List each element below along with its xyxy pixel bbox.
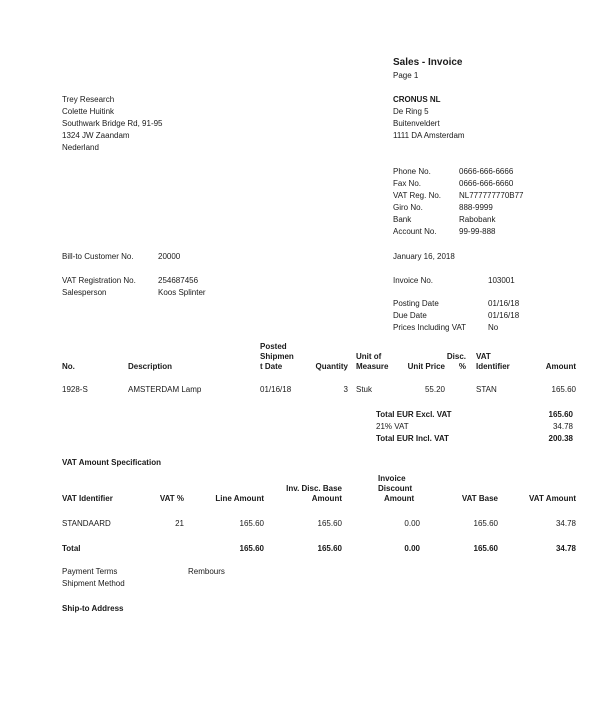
vat-row-line-amount: 165.60 (239, 519, 264, 528)
vat-total-vat-base: 165.60 (473, 544, 498, 553)
vat-col-header-inv-disc: Invoice (378, 474, 406, 483)
payment-terms-value: Rembours (188, 567, 225, 576)
phone-value: 0666-666-6666 (459, 167, 514, 176)
col-header-disc: % (458, 362, 466, 371)
company-address-line: 1111 DA Amsterdam (393, 131, 465, 140)
vat-row-inv-disc-base: 165.60 (317, 519, 342, 528)
fax-value: 0666-666-6660 (459, 179, 514, 188)
vat-total-inv-disc-base: 165.60 (317, 544, 342, 553)
customer-address-line: Colette Huitink (62, 107, 115, 116)
account-value: 99-99-888 (459, 227, 496, 236)
col-header-description: Description (128, 362, 173, 371)
posting-date-value: 01/16/18 (488, 299, 520, 308)
vat-label: 21% VAT (376, 422, 409, 431)
giro-value: 888-9999 (459, 203, 493, 212)
col-header-uom: Unit of (356, 352, 382, 361)
date-labels (393, 298, 466, 334)
bill-to-label: Bill-to Customer No. (62, 252, 134, 261)
invoice-no-value: 103001 (488, 276, 515, 285)
date-values (488, 298, 519, 334)
vat-total-vat-amount: 34.78 (555, 544, 576, 553)
company-address (393, 94, 465, 142)
bank-value: Rabobank (459, 215, 496, 224)
company-info-labels (393, 166, 441, 238)
fax-label: Fax No. (393, 179, 422, 188)
vat-col-header-vat-base: VAT Base (461, 494, 498, 503)
vat-col-header-pct: VAT % (159, 494, 184, 503)
vat-col-header-line-amount: Line Amount (215, 494, 264, 503)
col-header-vat-identifier: VAT (476, 352, 491, 361)
total-incl-vat-value: 200.38 (548, 434, 573, 443)
due-date-label: Due Date (393, 311, 427, 320)
company-address-line: Buitenveldert (393, 119, 440, 128)
vat-total-label: Total (62, 544, 81, 553)
page-number: Page 1 (393, 71, 419, 80)
vat-row-vat-base: 165.60 (473, 519, 498, 528)
salesperson-label: Salesperson (62, 288, 107, 297)
total-excl-vat-label: Total EUR Excl. VAT (376, 410, 452, 419)
vat-col-header-inv-disc: Amount (384, 494, 415, 503)
prices-incl-vat-label: Prices Including VAT (393, 323, 467, 332)
line-quantity: 3 (343, 385, 348, 394)
vat-registration-label: VAT Registration No. (62, 276, 136, 285)
vat-total-inv-disc: 0.00 (404, 544, 420, 553)
col-header-no: No. (62, 362, 75, 371)
line-vat-identifier: STAN (476, 385, 497, 394)
bill-to-value: 20000 (158, 252, 181, 261)
document-date: January 16, 2018 (393, 252, 455, 261)
vat-col-header-identifier: VAT Identifier (62, 494, 113, 503)
vat-col-header-inv-disc-base: Inv. Disc. Base (286, 484, 342, 493)
vat-col-header-inv-disc: Discount (378, 484, 413, 493)
line-no: 1928-S (62, 385, 88, 394)
phone-label: Phone No. (393, 167, 431, 176)
line-posted-date: 01/16/18 (260, 385, 292, 394)
line-amount: 165.60 (551, 385, 576, 394)
customer-address-line: Trey Research (62, 95, 115, 104)
vat-row-vat-amount: 34.78 (555, 519, 576, 528)
col-header-posted: Shipmen (260, 352, 294, 361)
company-info-values (459, 166, 524, 238)
document-title: Sales - Invoice (393, 57, 463, 68)
salesperson-value: Koos Splinter (158, 288, 206, 297)
account-label: Account No. (393, 227, 437, 236)
col-header-vat-identifier: Identifier (476, 362, 510, 371)
vat-value: 34.78 (552, 422, 573, 431)
line-unit-price: 55.20 (424, 385, 445, 394)
shipment-method-label: Shipment Method (62, 579, 125, 588)
vat-total-line-amount: 165.60 (239, 544, 264, 553)
bank-label: Bank (393, 215, 412, 224)
vat-reg-label: VAT Reg. No. (393, 191, 442, 200)
customer-address-line: Nederland (62, 143, 99, 152)
ship-to-address-label: Ship-to Address (62, 604, 124, 613)
due-date-value: 01/16/18 (488, 311, 520, 320)
col-header-uom: Measure (356, 362, 389, 371)
giro-label: Giro No. (393, 203, 423, 212)
col-header-amount: Amount (545, 362, 576, 371)
line-uom: Stuk (356, 385, 373, 394)
invoice-no-label: Invoice No. (393, 276, 434, 285)
col-header-posted: Posted (260, 342, 287, 351)
vat-col-header-vat-amount: VAT Amount (529, 494, 576, 503)
vat-col-header-inv-disc-base: Amount (311, 494, 342, 503)
company-address-line: De Ring 5 (393, 107, 429, 116)
col-header-posted: t Date (260, 362, 283, 371)
vat-spec-title: VAT Amount Specification (62, 458, 161, 467)
vat-row-pct: 21 (175, 519, 184, 528)
posting-date-label: Posting Date (393, 299, 439, 308)
payment-terms-label: Payment Terms (62, 567, 118, 576)
col-header-unit-price: Unit Price (407, 362, 445, 371)
company-name: CRONUS NL (393, 95, 441, 104)
customer-address (62, 94, 163, 154)
vat-reg-value: NL777777770B77 (459, 191, 524, 200)
prices-incl-vat-value: No (488, 323, 499, 332)
vat-registration-value: 254687456 (158, 276, 199, 285)
line-description: AMSTERDAM Lamp (128, 385, 202, 394)
total-incl-vat-label: Total EUR Incl. VAT (376, 434, 449, 443)
col-header-disc: Disc. (446, 352, 466, 361)
vat-row-inv-disc: 0.00 (404, 519, 420, 528)
total-excl-vat-value: 165.60 (548, 410, 573, 419)
col-header-quantity: Quantity (315, 362, 348, 371)
customer-address-line: 1324 JW Zaandam (62, 131, 130, 140)
vat-row-identifier: STANDAARD (62, 519, 111, 528)
customer-address-line: Southwark Bridge Rd, 91-95 (62, 119, 163, 128)
